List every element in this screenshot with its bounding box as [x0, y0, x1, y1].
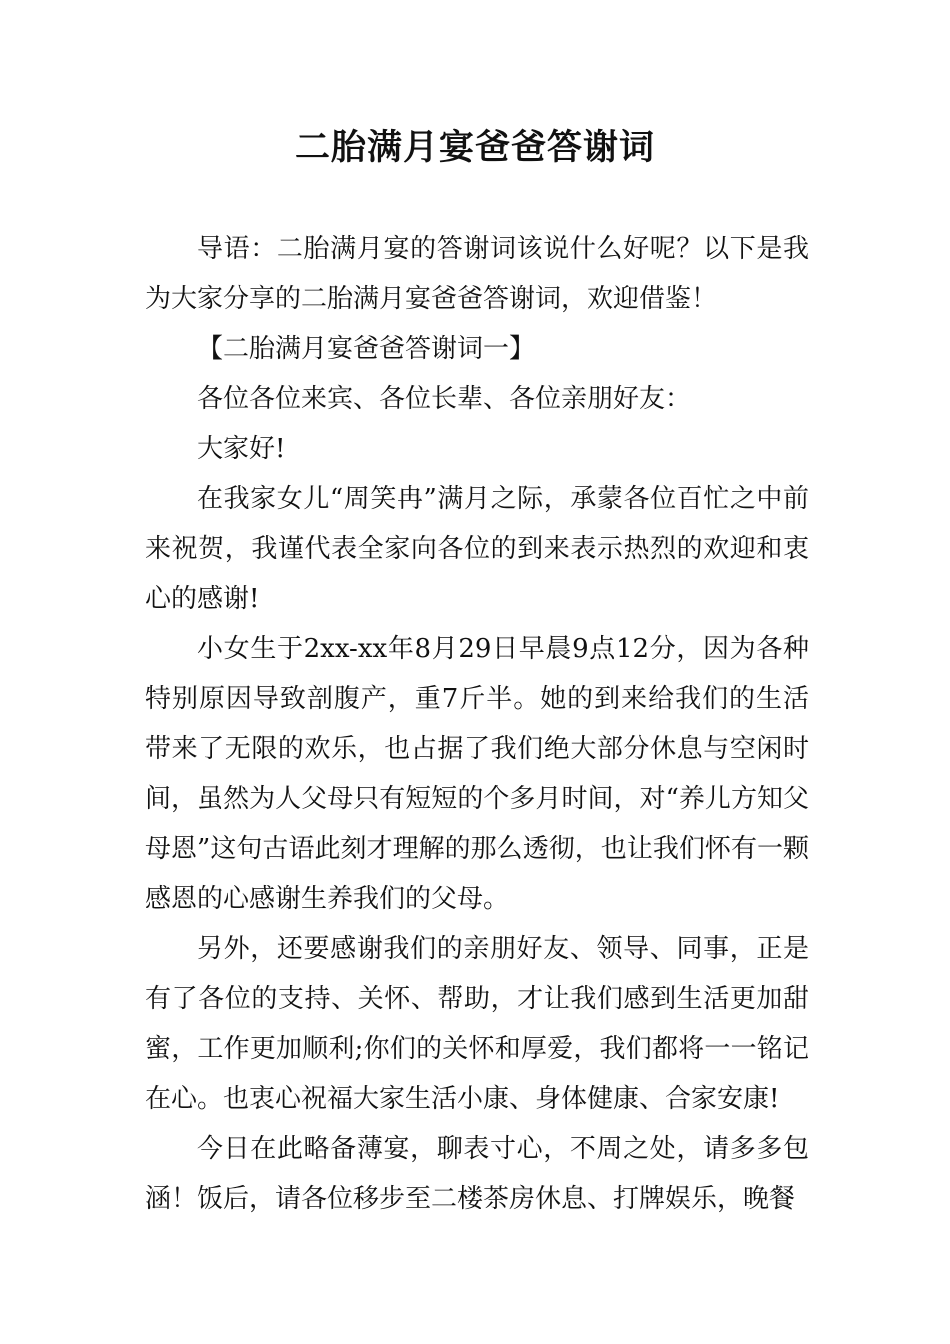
document-body: [145, 224, 809, 1224]
paragraph-gratitude: 另外，还要感谢我们的亲朋好友、领导、同事，正是有了各位的支持、关怀、帮助，才让我们感到生活更加甜蜜，工作更加顺利;你们的关怀和厚爱，我们都将一一铭记在心。也衷心祝福大家生活小康、身体健康、合家安康!: [145, 934, 809, 1114]
section-heading: 【二胎满月宴爸爸答谢词一】: [197, 334, 536, 364]
page-title: 二胎满月宴爸爸答谢词: [294, 128, 655, 168]
paragraph-birth: 小女生于2xx-xx年8月29日早晨9点12分，因为各种特别原因导致剖腹产，重7斤半。她的到来给我们的生活带来了无限的欢乐，也占据了我们绝大部分休息与空闲时间，虽然为人父母只有短短的个多月时间，对“养儿方知父母恩”这句古语此刻才理解的那么透彻，也让我们怀有一颗感恩的心感谢生养我们的父母。: [145, 634, 809, 914]
paragraph-thanks: 在我家女儿“周笑冉”满月之际，承蒙各位百忙之中前来祝贺，我谨代表全家向各位的到来表示热烈的欢迎和衷心的感谢!: [145, 484, 809, 614]
paragraph-greeting: 大家好!: [197, 434, 286, 464]
paragraph-salutation: 各位各位来宾、各位长辈、各位亲朋好友：: [197, 384, 692, 414]
paragraph-banquet: 今日在此略备薄宴，聊表寸心，不周之处，请多多包涵！饭后，请各位移步至二楼茶房休息、打牌娱乐，晚餐: [145, 1134, 809, 1214]
paragraph-intro: 导语：二胎满月宴的答谢词该说什么好呢？以下是我为大家分享的二胎满月宴爸爸答谢词，欢迎借鉴！: [145, 234, 809, 314]
